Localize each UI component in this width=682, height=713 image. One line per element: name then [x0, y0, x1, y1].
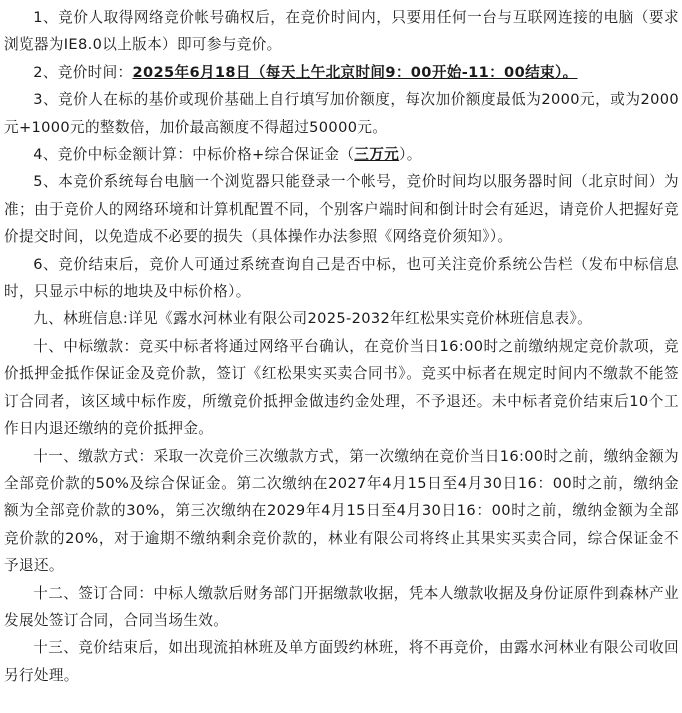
paragraph: [4, 86, 679, 141]
paragraph-text: 十一、缴款方式：采取一次竞价三次缴款方式，第一次缴纳在竞价当日16:00时之前，缴纳金额为全部竞价款的50%及综合保证金。第二次缴纳在2027年4月15日至4月30日16：00时之前，缴纳金额为全部竞价款的30%，第三次缴纳在2029年4月15日至4月30日16：00时之前，缴纳金额为全部竞价款的20%，对于逾期不缴纳剩余竞价款的，林业有限公司将终止其果实买卖合同，综合保证金不予退还。: [4, 447, 679, 575]
highlighted-text: 三万元: [354, 146, 400, 164]
paragraph-text: ）。: [399, 146, 422, 164]
paragraph-text: 十三、竞价结束后，如出现流拍林班及单方面毁约林班，将不再竞价，由露水河林业有限公司收回另行处理。: [4, 639, 679, 684]
paragraph: [4, 333, 679, 443]
paragraph: [4, 305, 679, 332]
paragraph: [4, 443, 679, 580]
paragraph-text: 4、竞价中标金额计算：中标价格+综合保证金（: [33, 146, 355, 164]
paragraph: [4, 4, 679, 59]
paragraph-text: 1、竞价人取得网络竞价帐号确权后，在竞价时间内，只要用任何一台与互联网连接的电脑（要求浏览器为IE8.0以上版本）即可参与竞价。: [4, 9, 679, 54]
paragraph: [4, 251, 679, 306]
paragraph-text: 3、竞价人在标的基价或现价基础上自行填写加价额度，每次加价额度最低为2000元，或为2000元+1000元的整数倍，加价最高额度不得超过50000元。: [4, 91, 679, 136]
paragraph: [4, 168, 679, 250]
paragraph: [4, 580, 679, 635]
paragraph-text: 十二、签订合同：中标人缴款后财务部门开据缴款收据，凭本人缴款收据及身份证原件到森林产业发展处签订合同，合同当场生效。: [4, 584, 679, 629]
paragraph-text: 九、林班信息:详见《露水河林业有限公司2025-2032年红松果实竞价林班信息表》。: [33, 310, 593, 328]
paragraph-text: 2、竞价时间：: [33, 63, 133, 81]
highlighted-text: 2025年6月18日（每天上午北京时间9：00开始-11：00结束）。: [132, 63, 578, 81]
paragraph: [4, 634, 679, 689]
paragraph-text: 5、本竞价系统每台电脑一个浏览器只能登录一个帐号，竞价时间均以服务器时间（北京时间）为准；由于竞价人的网络环境和计算机配置不同，个别客户端时间和倒计时会有延迟，请竞价人把握好竞价提交时间，以免造成不必要的损失（具体操作办法参照《网络竞价须知》）。: [4, 173, 679, 246]
paragraph-text: 十、中标缴款：竞买中标者将通过网络平台确认，在竞价当日16:00时之前缴纳规定竞价款项，竞价抵押金抵作保证金及竞价款，签订《红松果实买卖合同书》。竞买中标者在规定时间内不缴款不能签订合同者，该区域中标作废，所缴竞价抵押金做违约金处理，不予退还。未中标者竞价结束后10个工作日内退还缴纳的竞价抵押金。: [4, 337, 679, 438]
paragraph: [4, 141, 679, 168]
paragraph-text: 6、竞价结束后，竞价人可通过系统查询自己是否中标，也可关注竞价系统公告栏（发布中标信息时，只显示中标的地块及中标价格）。: [4, 255, 679, 301]
paragraph: [4, 59, 679, 86]
